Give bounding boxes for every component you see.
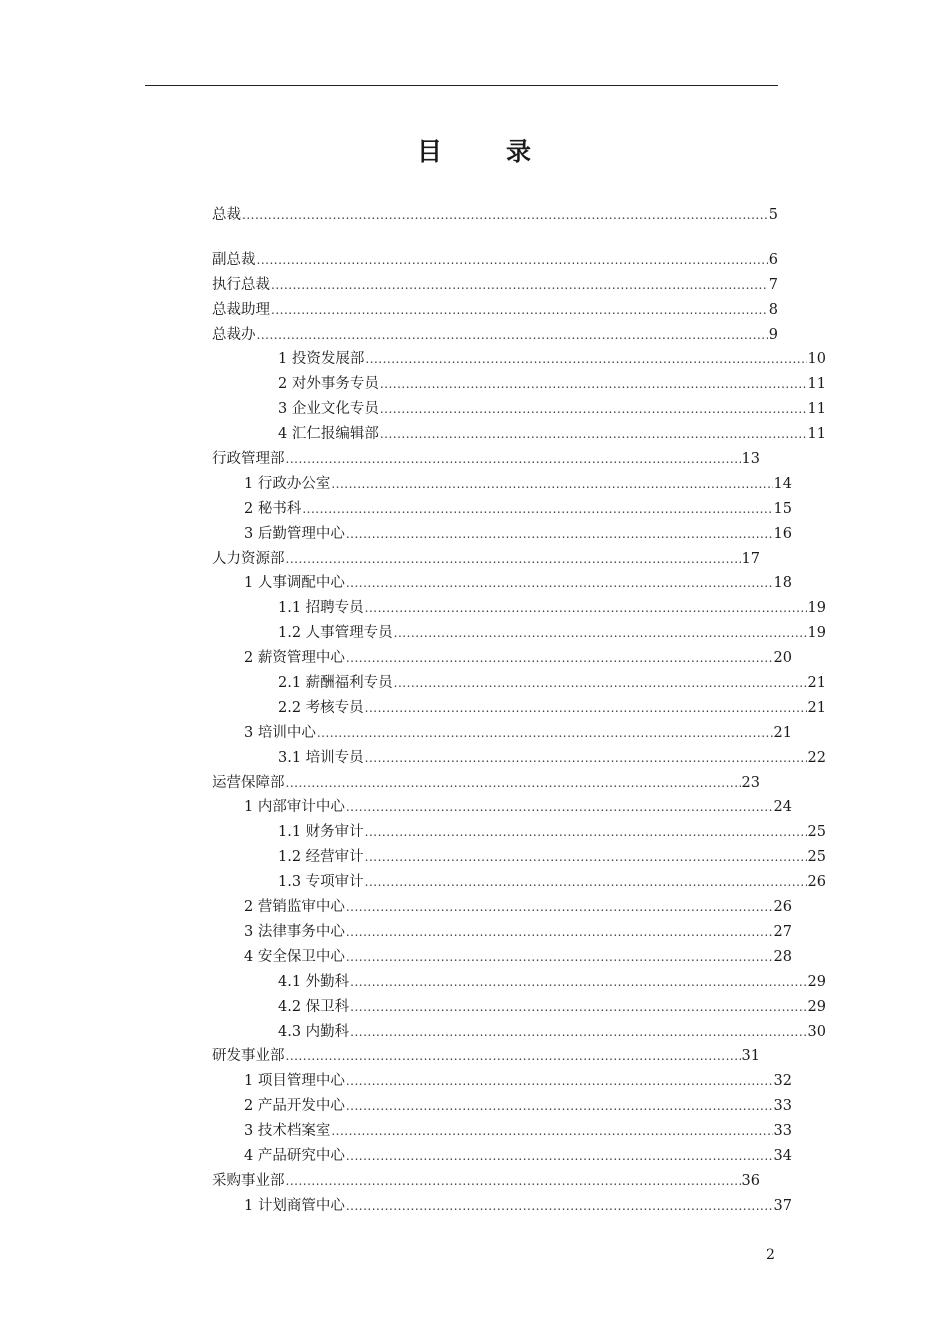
toc-entry-label: 行政管理部 [212, 451, 285, 468]
toc-entry-label: 人力资源部 [212, 550, 285, 567]
toc-entry-page: 34 [773, 1147, 792, 1164]
toc-entry-label: 3 企业文化专员 [278, 401, 379, 418]
toc-leader-dots [346, 920, 773, 945]
toc-leader-dots [365, 746, 807, 771]
toc-leader-dots [380, 422, 807, 447]
toc-entry[interactable] [212, 1094, 792, 1119]
toc-entry[interactable] [212, 323, 778, 348]
page-number: 2 [766, 1247, 775, 1263]
toc-entry-page: 36 [741, 1172, 760, 1189]
toc-entry-page: 37 [773, 1197, 792, 1214]
toc-entry-label: 4.2 保卫科 [278, 998, 350, 1015]
toc-entry-page: 29 [807, 973, 826, 990]
toc-entry[interactable] [212, 995, 826, 1020]
toc-entry[interactable] [212, 771, 760, 796]
toc-entry-label: 1 人事调配中心 [244, 575, 345, 592]
toc-entry-label: 1 投资发展部 [278, 351, 365, 368]
toc-entry-page: 25 [807, 849, 826, 866]
toc-entry-page: 27 [773, 923, 792, 940]
toc-entry-page: 10 [807, 351, 826, 368]
toc-entry-label: 1 内部审计中心 [244, 799, 345, 816]
toc-leader-dots [380, 372, 807, 397]
toc-entry-label: 1 项目管理中心 [244, 1073, 345, 1090]
toc-entry[interactable] [212, 497, 792, 522]
toc-entry-label: 采购事业部 [212, 1172, 285, 1189]
toc-entry[interactable] [212, 347, 826, 372]
toc-entry-page: 33 [773, 1098, 792, 1115]
toc-entry-page: 21 [807, 699, 826, 716]
toc-entry-page: 22 [807, 749, 826, 766]
toc-entry-label: 4 产品研究中心 [244, 1147, 345, 1164]
toc-entry[interactable] [212, 746, 826, 771]
toc-leader-dots [365, 696, 807, 721]
toc-entry-label: 4 安全保卫中心 [244, 948, 345, 965]
toc-leader-dots [365, 596, 807, 621]
toc-leader-dots [346, 571, 773, 596]
toc-leader-dots [302, 497, 772, 522]
toc-entry-label: 1.3 专项审计 [278, 874, 364, 891]
toc-entry-page: 17 [741, 550, 760, 567]
toc-entry-page: 19 [807, 600, 826, 617]
toc-leader-dots [346, 1194, 773, 1219]
toc-entry[interactable] [212, 596, 826, 621]
toc-entry[interactable] [212, 203, 778, 228]
toc-entry-label: 4 汇仁报编辑部 [278, 426, 379, 443]
toc-leader-dots [346, 945, 773, 970]
toc-entry[interactable] [212, 1020, 826, 1045]
toc-entry[interactable] [212, 646, 792, 671]
title-char-left: 目 [416, 137, 444, 166]
toc-entry-page: 16 [773, 525, 792, 542]
toc-entry[interactable] [212, 920, 792, 945]
table-of-contents [212, 203, 826, 1219]
toc-entry[interactable] [212, 522, 792, 547]
toc-leader-dots [346, 646, 773, 671]
toc-leader-dots [317, 721, 773, 746]
toc-leader-dots [331, 1119, 772, 1144]
toc-entry[interactable] [212, 472, 792, 497]
toc-entry-page: 26 [773, 899, 792, 916]
toc-entry-label: 3 后勤管理中心 [244, 525, 345, 542]
toc-entry[interactable] [212, 845, 826, 870]
toc-entry[interactable] [212, 447, 760, 472]
toc-entry[interactable] [212, 820, 826, 845]
toc-entry[interactable] [212, 372, 826, 397]
toc-entry-page: 23 [741, 774, 760, 791]
toc-leader-dots [394, 671, 807, 696]
toc-entry-label: 1 计划商管中心 [244, 1197, 345, 1214]
toc-entry-page: 26 [807, 874, 826, 891]
toc-leader-dots [350, 1020, 806, 1045]
toc-entry-page: 19 [807, 625, 826, 642]
toc-leader-dots [286, 547, 741, 572]
toc-entry[interactable] [212, 945, 792, 970]
toc-entry-page: 24 [773, 799, 792, 816]
toc-entry[interactable] [212, 397, 826, 422]
toc-entry[interactable] [212, 547, 760, 572]
toc-entry-label: 1.1 财务审计 [278, 824, 364, 841]
toc-leader-dots [394, 621, 807, 646]
toc-entry[interactable] [212, 571, 792, 596]
toc-entry-page: 9 [768, 326, 778, 343]
toc-entry-page: 32 [773, 1073, 792, 1090]
toc-leader-dots [365, 820, 807, 845]
title-char-right: 录 [506, 137, 534, 166]
toc-leader-dots [346, 1069, 773, 1094]
toc-entry-label: 2 营销监审中心 [244, 899, 345, 916]
toc-entry[interactable] [212, 970, 826, 995]
toc-entry-page: 28 [773, 948, 792, 965]
toc-entry[interactable] [212, 1169, 760, 1194]
toc-entry[interactable] [212, 273, 778, 298]
toc-entry-label: 总裁助理 [212, 301, 270, 318]
toc-entry-page: 20 [773, 650, 792, 667]
toc-entry[interactable] [212, 1119, 792, 1144]
toc-entry-page: 29 [807, 998, 826, 1015]
toc-leader-dots [271, 298, 768, 323]
toc-entry[interactable] [212, 721, 792, 746]
toc-entry-page: 15 [773, 500, 792, 517]
toc-leader-dots [271, 273, 768, 298]
toc-entry[interactable] [212, 795, 792, 820]
toc-entry-label: 3 培训中心 [244, 724, 316, 741]
page-title [0, 132, 950, 168]
toc-entry-label: 2 薪资管理中心 [244, 650, 345, 667]
toc-leader-dots [350, 970, 806, 995]
header-rule [145, 85, 778, 86]
toc-entry-label: 2.2 考核专员 [278, 699, 364, 716]
toc-leader-dots [242, 203, 768, 228]
toc-entry-label: 3.1 培训专员 [278, 749, 364, 766]
toc-entry[interactable] [212, 696, 826, 721]
toc-entry-page: 30 [807, 1023, 826, 1040]
toc-entry-label: 3 技术档案室 [244, 1123, 331, 1140]
toc-entry-page: 8 [768, 301, 778, 318]
toc-entry-label: 执行总裁 [212, 276, 270, 293]
toc-entry[interactable] [212, 671, 826, 696]
toc-entry-label: 研发事业部 [212, 1048, 285, 1065]
toc-entry-label: 4.1 外勤科 [278, 973, 350, 990]
toc-entry-page: 7 [768, 276, 778, 293]
toc-leader-dots [286, 447, 741, 472]
toc-entry[interactable] [212, 422, 826, 447]
toc-entry-label: 2 对外事务专员 [278, 376, 379, 393]
toc-entry-label: 4.3 内勤科 [278, 1023, 350, 1040]
toc-leader-dots [346, 1144, 773, 1169]
toc-leader-dots [346, 795, 773, 820]
toc-entry-label: 1 行政办公室 [244, 475, 331, 492]
toc-entry-label: 2.1 薪酬福利专员 [278, 675, 393, 692]
toc-entry[interactable] [212, 1044, 760, 1069]
toc-entry-label: 3 法律事务中心 [244, 923, 345, 940]
toc-entry-page: 25 [807, 824, 826, 841]
toc-entry-page: 14 [773, 475, 792, 492]
toc-leader-dots [331, 472, 772, 497]
toc-entry-page: 18 [773, 575, 792, 592]
toc-spacer [212, 228, 826, 248]
toc-leader-dots [286, 771, 741, 796]
toc-entry[interactable] [212, 895, 792, 920]
toc-leader-dots [365, 845, 807, 870]
toc-entry-label: 总裁 [212, 207, 241, 223]
toc-leader-dots [257, 323, 768, 348]
toc-entry[interactable] [212, 870, 826, 895]
toc-entry-label: 副总裁 [212, 251, 256, 268]
toc-entry[interactable] [212, 1069, 792, 1094]
toc-entry-page: 11 [807, 376, 826, 393]
toc-leader-dots [346, 895, 773, 920]
toc-entry-page: 13 [741, 451, 760, 468]
toc-entry[interactable] [212, 248, 778, 273]
toc-entry[interactable] [212, 1144, 792, 1169]
toc-leader-dots [350, 995, 806, 1020]
toc-entry-label: 2 产品开发中心 [244, 1098, 345, 1115]
toc-entry-page: 5 [768, 207, 778, 223]
toc-entry-label: 运营保障部 [212, 774, 285, 791]
toc-entry-label: 2 秘书科 [244, 500, 302, 517]
toc-entry-page: 11 [807, 401, 826, 418]
toc-entry-page: 6 [768, 251, 778, 268]
toc-entry[interactable] [212, 298, 778, 323]
toc-entry-page: 21 [773, 724, 792, 741]
toc-entry-label: 总裁办 [212, 326, 256, 343]
toc-leader-dots [346, 1094, 773, 1119]
toc-entry-label: 1.2 经营审计 [278, 849, 364, 866]
toc-entry-page: 21 [807, 675, 826, 692]
toc-leader-dots [346, 522, 773, 547]
toc-leader-dots [286, 1169, 741, 1194]
toc-entry[interactable] [212, 1194, 792, 1219]
toc-entry-page: 33 [773, 1123, 792, 1140]
toc-entry-page: 11 [807, 426, 826, 443]
toc-entry-label: 1.1 招聘专员 [278, 600, 364, 617]
toc-entry-label: 1.2 人事管理专员 [278, 625, 393, 642]
toc-entry-page: 31 [741, 1048, 760, 1065]
toc-leader-dots [380, 397, 807, 422]
toc-leader-dots [365, 347, 806, 372]
toc-leader-dots [365, 870, 807, 895]
toc-leader-dots [257, 248, 768, 273]
toc-entry[interactable] [212, 621, 826, 646]
toc-leader-dots [286, 1044, 741, 1069]
